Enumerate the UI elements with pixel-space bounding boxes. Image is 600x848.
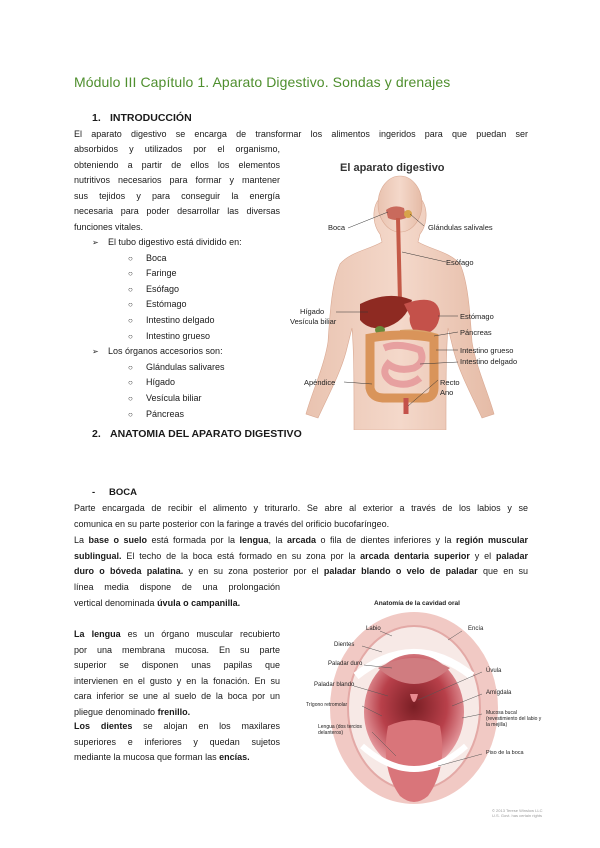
- tubo-list-header: ➢ El tubo digestivo está dividido en:: [92, 235, 242, 251]
- figure1-label: Apéndice: [304, 378, 336, 387]
- dientes-line1: Los dientes se alojan en los maxilares: [74, 721, 280, 731]
- intro-paragraph-rest: [74, 142, 280, 236]
- figure2-title: Anatomía de la cavidad oral: [374, 600, 460, 607]
- figure1-label: Boca: [328, 223, 346, 232]
- digestive-system-figure: [288, 152, 518, 430]
- list-item: ○ Estómago: [92, 297, 242, 313]
- page-title: Módulo III Capítulo 1. Aparato Digestivo. Sondas y drenajes: [74, 74, 451, 90]
- boca-subheading-text: BOCA: [109, 487, 137, 498]
- section-2-heading: [92, 428, 302, 440]
- boca-p1-line2: comunica en su parte posterior con la faringe a través del orificio bucofaríngeo.: [74, 518, 390, 529]
- circle-bullet-icon: ○: [128, 378, 133, 388]
- arrow-bullet-icon: ➢: [92, 238, 99, 247]
- figure2-label: Piso de la boca: [486, 750, 524, 756]
- lengua-line5: cara inferior se une al suelo de la boca por un: [74, 691, 280, 702]
- accesorios-list-header: ➢ Los órganos accesorios son:: [92, 344, 242, 360]
- figure2-credit: © 2013 Terese Winslow LLC U.S. Govt. has certain rights: [492, 808, 543, 818]
- list-item: ○ Faringe: [92, 266, 242, 282]
- boca-paragraph-1: [74, 501, 528, 532]
- lengua-paragraph: [74, 627, 280, 721]
- lengua-line3: superior se disponen unas papilas que: [74, 660, 280, 671]
- circle-bullet-icon: ○: [128, 269, 133, 279]
- lengua-line6: pliegue denominado frenillo.: [74, 706, 191, 717]
- circle-bullet-icon: ○: [128, 362, 133, 372]
- section-1-heading: [92, 112, 192, 124]
- boca-p1-line1: Parte encargada de recibir el alimento y triturarlo. Se abre al exterior a través de los labios y se: [74, 503, 528, 513]
- figure1-label: Esófago: [446, 258, 474, 267]
- figure2-label: Dientes: [334, 642, 355, 648]
- intro-line-6: necesaria para poder desarrollar las diversas: [74, 206, 280, 217]
- figure1-label: Páncreas: [460, 328, 492, 337]
- figure2-label: Trígono retromolar: [306, 702, 348, 708]
- intro-line-5: sus tejidos y para conseguir la energía: [74, 190, 280, 201]
- lengua-line2: por una membrana mucosa. En su parte: [74, 644, 280, 655]
- dientes-line2: superiores e inferiores y quedan sujetos: [74, 736, 280, 747]
- list-item: ○ Intestino delgado: [92, 313, 242, 329]
- list-item: ○ Vesícula biliar: [92, 391, 242, 407]
- figure2-label: Amígdala: [486, 690, 512, 696]
- figure1-title: El aparato digestivo: [340, 162, 445, 174]
- list-item: ○ Boca: [92, 251, 242, 267]
- figure1-label: Glándulas salivales: [428, 223, 493, 232]
- boca-p2-line4: línea media dispone de una prolongación: [74, 582, 280, 592]
- dientes-line3: mediante la mucosa que forman las encías.: [74, 752, 250, 763]
- circle-bullet-icon: ○: [128, 393, 133, 403]
- boca-p2-line5: vertical denominada úvula o campanilla.: [74, 597, 241, 608]
- intro-line-4: nutritivos necesarios para formar y mantener: [74, 175, 280, 186]
- boca-p2-line3: duro o bóveda palatina. y en su zona posterior por el paladar blando o velo de paladar que en su: [74, 566, 528, 577]
- intro-line-3: obteniendo a partir de ellos los elementos: [74, 159, 280, 170]
- boca-p2-line2: sublingual. El techo de la boca está formado en su zona por la arcada dentaria superior y el paladar: [74, 550, 528, 561]
- intro-line-1: El aparato digestivo se encarga de transformar los alimentos ingeridos para que puedan ser: [74, 129, 528, 139]
- figure2-label: Mucosa bucal (revestimiento del labio y la mejilla): [486, 710, 542, 728]
- tubo-list: [92, 235, 242, 422]
- list-item: ○ Hígado: [92, 375, 242, 391]
- list-item: ○ Esófago: [92, 282, 242, 298]
- list-item: ○ Intestino grueso: [92, 329, 242, 345]
- figure1-label: Vesícula biliar: [290, 317, 337, 326]
- boca-paragraph-2-tail: [74, 580, 280, 611]
- figure2-label: Paladar duro: [328, 661, 363, 667]
- boca-subheading: [92, 487, 137, 498]
- lengua-line4: intervienen en el gusto y en la fonación. En su: [74, 675, 280, 686]
- section-1-title: INTRODUCCIÓN: [110, 112, 192, 124]
- intro-paragraph-line1: [74, 127, 528, 143]
- section-2-title: ANATOMIA DEL APARATO DIGESTIVO: [110, 428, 302, 440]
- intro-line-7: funciones vitales.: [74, 221, 144, 232]
- circle-bullet-icon: ○: [128, 300, 133, 310]
- figure1-label: Intestino delgado: [460, 357, 518, 366]
- boca-paragraph-2: [74, 533, 528, 580]
- figure2-label: Encía: [468, 626, 484, 632]
- digestive-system-illustration: [288, 152, 510, 430]
- circle-bullet-icon: ○: [128, 253, 133, 263]
- figure2-label: Úvula: [486, 668, 502, 674]
- list-item: ○ Páncreas: [92, 407, 242, 423]
- circle-bullet-icon: ○: [128, 409, 133, 419]
- section-1-number: 1.: [92, 112, 101, 124]
- circle-bullet-icon: ○: [128, 284, 133, 294]
- figure2-label: Lengua (dos tercios delanteros): [318, 724, 362, 736]
- figure1-label: Ano: [440, 388, 454, 397]
- figure1-label: Recto: [440, 378, 460, 387]
- list-item: ○ Glándulas salivares: [92, 360, 242, 376]
- circle-bullet-icon: ○: [128, 331, 133, 341]
- figure1-label: Intestino grueso: [460, 346, 514, 355]
- dash: -: [92, 487, 96, 498]
- lengua-line1: La lengua es un órgano muscular recubierto: [74, 629, 280, 639]
- boca-p2-line1: La base o suelo está formada por la lengua, la arcada o fila de dientes inferiores y la región muscular: [74, 535, 528, 545]
- figure2-label: Labio: [366, 626, 381, 632]
- figure1-label: Hígado: [300, 307, 325, 316]
- circle-bullet-icon: ○: [128, 315, 133, 325]
- arrow-bullet-icon: ➢: [92, 347, 99, 357]
- oral-cavity-figure: [292, 596, 546, 826]
- intro-line-2: absorbidos y utilizados por el organismo,: [74, 144, 280, 154]
- section-2-number: 2.: [92, 428, 101, 440]
- figure1-label: Estómago: [460, 312, 494, 321]
- figure2-label: Paladar blando: [314, 682, 355, 688]
- dientes-paragraph: [74, 719, 280, 766]
